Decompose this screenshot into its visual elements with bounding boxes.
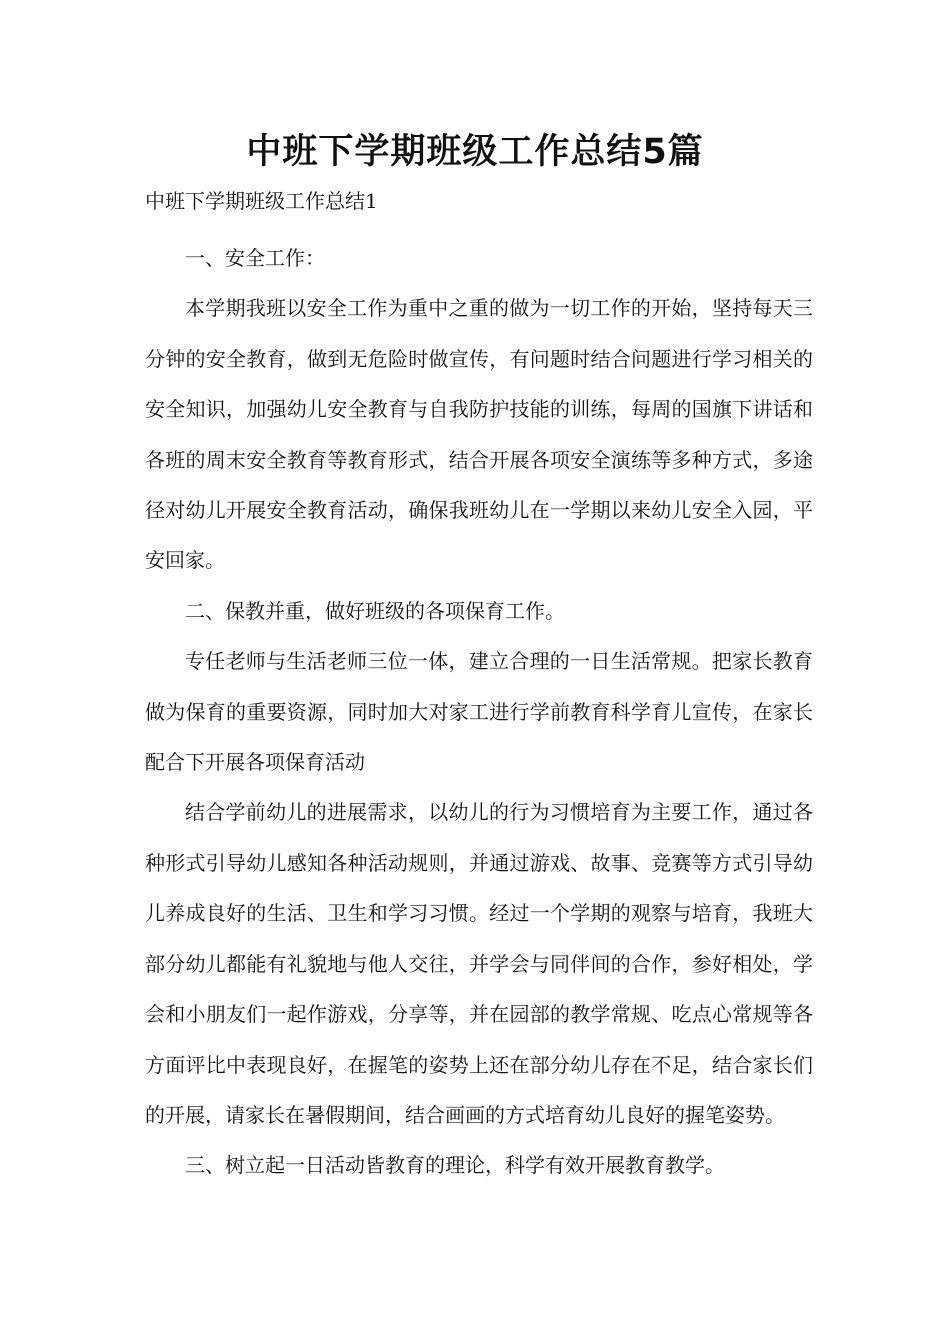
paragraph-habits: 结合学前幼儿的进展需求，以幼儿的行为习惯培育为主要工作，通过各种形式引导幼儿感知各种活动规则，并通过游戏、故事、竞赛等方式引导幼儿养成良好的生活、卫生和学习习惯。经过一个学期的观察与培育，我班大部分幼儿都能有礼貌地与他人交往，并学会与同伴间的合作，参好相处，学会和小朋友们一起作游戏，分享等，并在园部的教学常规、吃点心常规等各方面评比中表现良好，在握笔的姿势上还在部分幼儿存在不足，结合家长们的开展，请家长在暑假期间，结合画画的方式培育幼儿良好的握笔姿势。 — [145, 800, 813, 1127]
paragraph-heading-safety: 一、安全工作： — [185, 246, 325, 270]
section-title: 中班下学期班级工作总结1 — [145, 189, 378, 213]
document-body — [145, 233, 813, 1191]
paragraph-heading-care: 二、保教并重，做好班级的各项保育工作。 — [185, 598, 565, 623]
document-title: 中班下学期班级工作总结5篇 — [246, 132, 704, 172]
paragraph-care-routine: 专任老师与生活老师三位一体，建立合理的一日生活常规。把家长教育做为保育的重要资源，同时加大对家工进行学前教育科学育儿宣传，在家长配合下开展各项保育活动 — [145, 649, 813, 775]
paragraph-safety-work: 本学期我班以安全工作为重中之重的做为一切工作的开始，坚持每天三分钟的安全教育，做到无危险时做宣传，有问题时结合问题进行学习相关的安全知识，加强幼儿安全教育与自我防护技能的训练，每周的国旗下讲话和各班的周末安全教育等教育形式，结合开展各项安全演练等多种方式，多途径对幼儿开展安全教育活动，确保我班幼儿在一学期以来幼儿安全入园，平安回家。 — [145, 296, 813, 573]
paragraph-heading-education: 三、树立起一日活动皆教育的理论，科学有效开展教育教学。 — [185, 1153, 725, 1178]
